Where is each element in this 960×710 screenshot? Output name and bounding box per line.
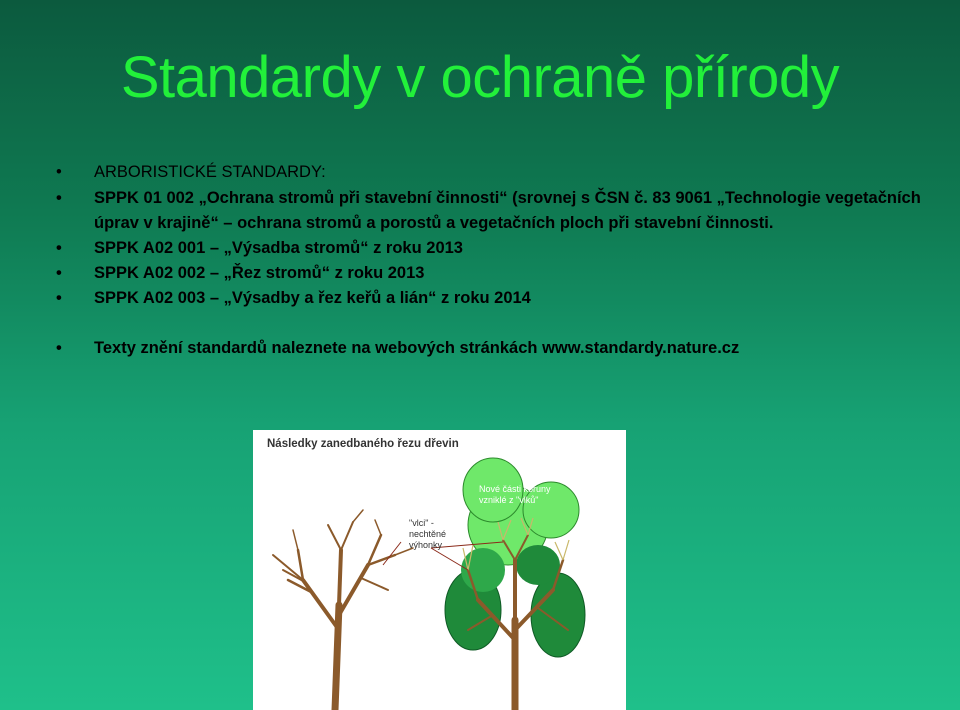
bullet-sppk-a02-003: • SPPK A02 003 – „Výsadby a řez keřů a lián“ z roku 2014	[56, 286, 946, 311]
pruning-illustration	[253, 430, 626, 710]
bare-tree-left	[273, 510, 413, 710]
shoots-label-1: "vlci" -	[409, 518, 434, 528]
bullet-sppk-a02-002: • SPPK A02 002 – „Řez stromů“ z roku 2013	[56, 261, 946, 286]
bullet-list	[56, 160, 946, 361]
slide-title: Standardy v ochraně přírody	[120, 45, 840, 110]
trees-drawing	[253, 430, 626, 710]
figure-title: Následky zanedbaného řezu dřevin	[267, 438, 459, 450]
bullet-arboristic-standards: • ARBORISTICKÉ STANDARDY:	[56, 160, 946, 185]
bullet-sppk-01-002: • SPPK 01 002 „Ochrana stromů při stavební činnosti“ (srovnej s ČSN č. 83 9061 „Technologie vegetačních úprav v krajině“ – ochrana stromů a porostů a vegetačních ploch při stavební činnosti.	[56, 186, 946, 236]
crown-label-2: vzniklé z "vlků"	[479, 495, 539, 505]
shoots-label-2: nechtěné	[409, 529, 447, 539]
bullet-sppk-a02-001: • SPPK A02 001 – „Výsadba stromů“ z roku 2013	[56, 236, 946, 261]
shoots-label-3: výhonky	[409, 540, 443, 550]
crown-label-1: Nové části koruny	[479, 484, 551, 494]
bullet-website-note: • Texty znění standardů naleznete na webových stránkách www.standardy.nature.cz	[56, 336, 946, 361]
